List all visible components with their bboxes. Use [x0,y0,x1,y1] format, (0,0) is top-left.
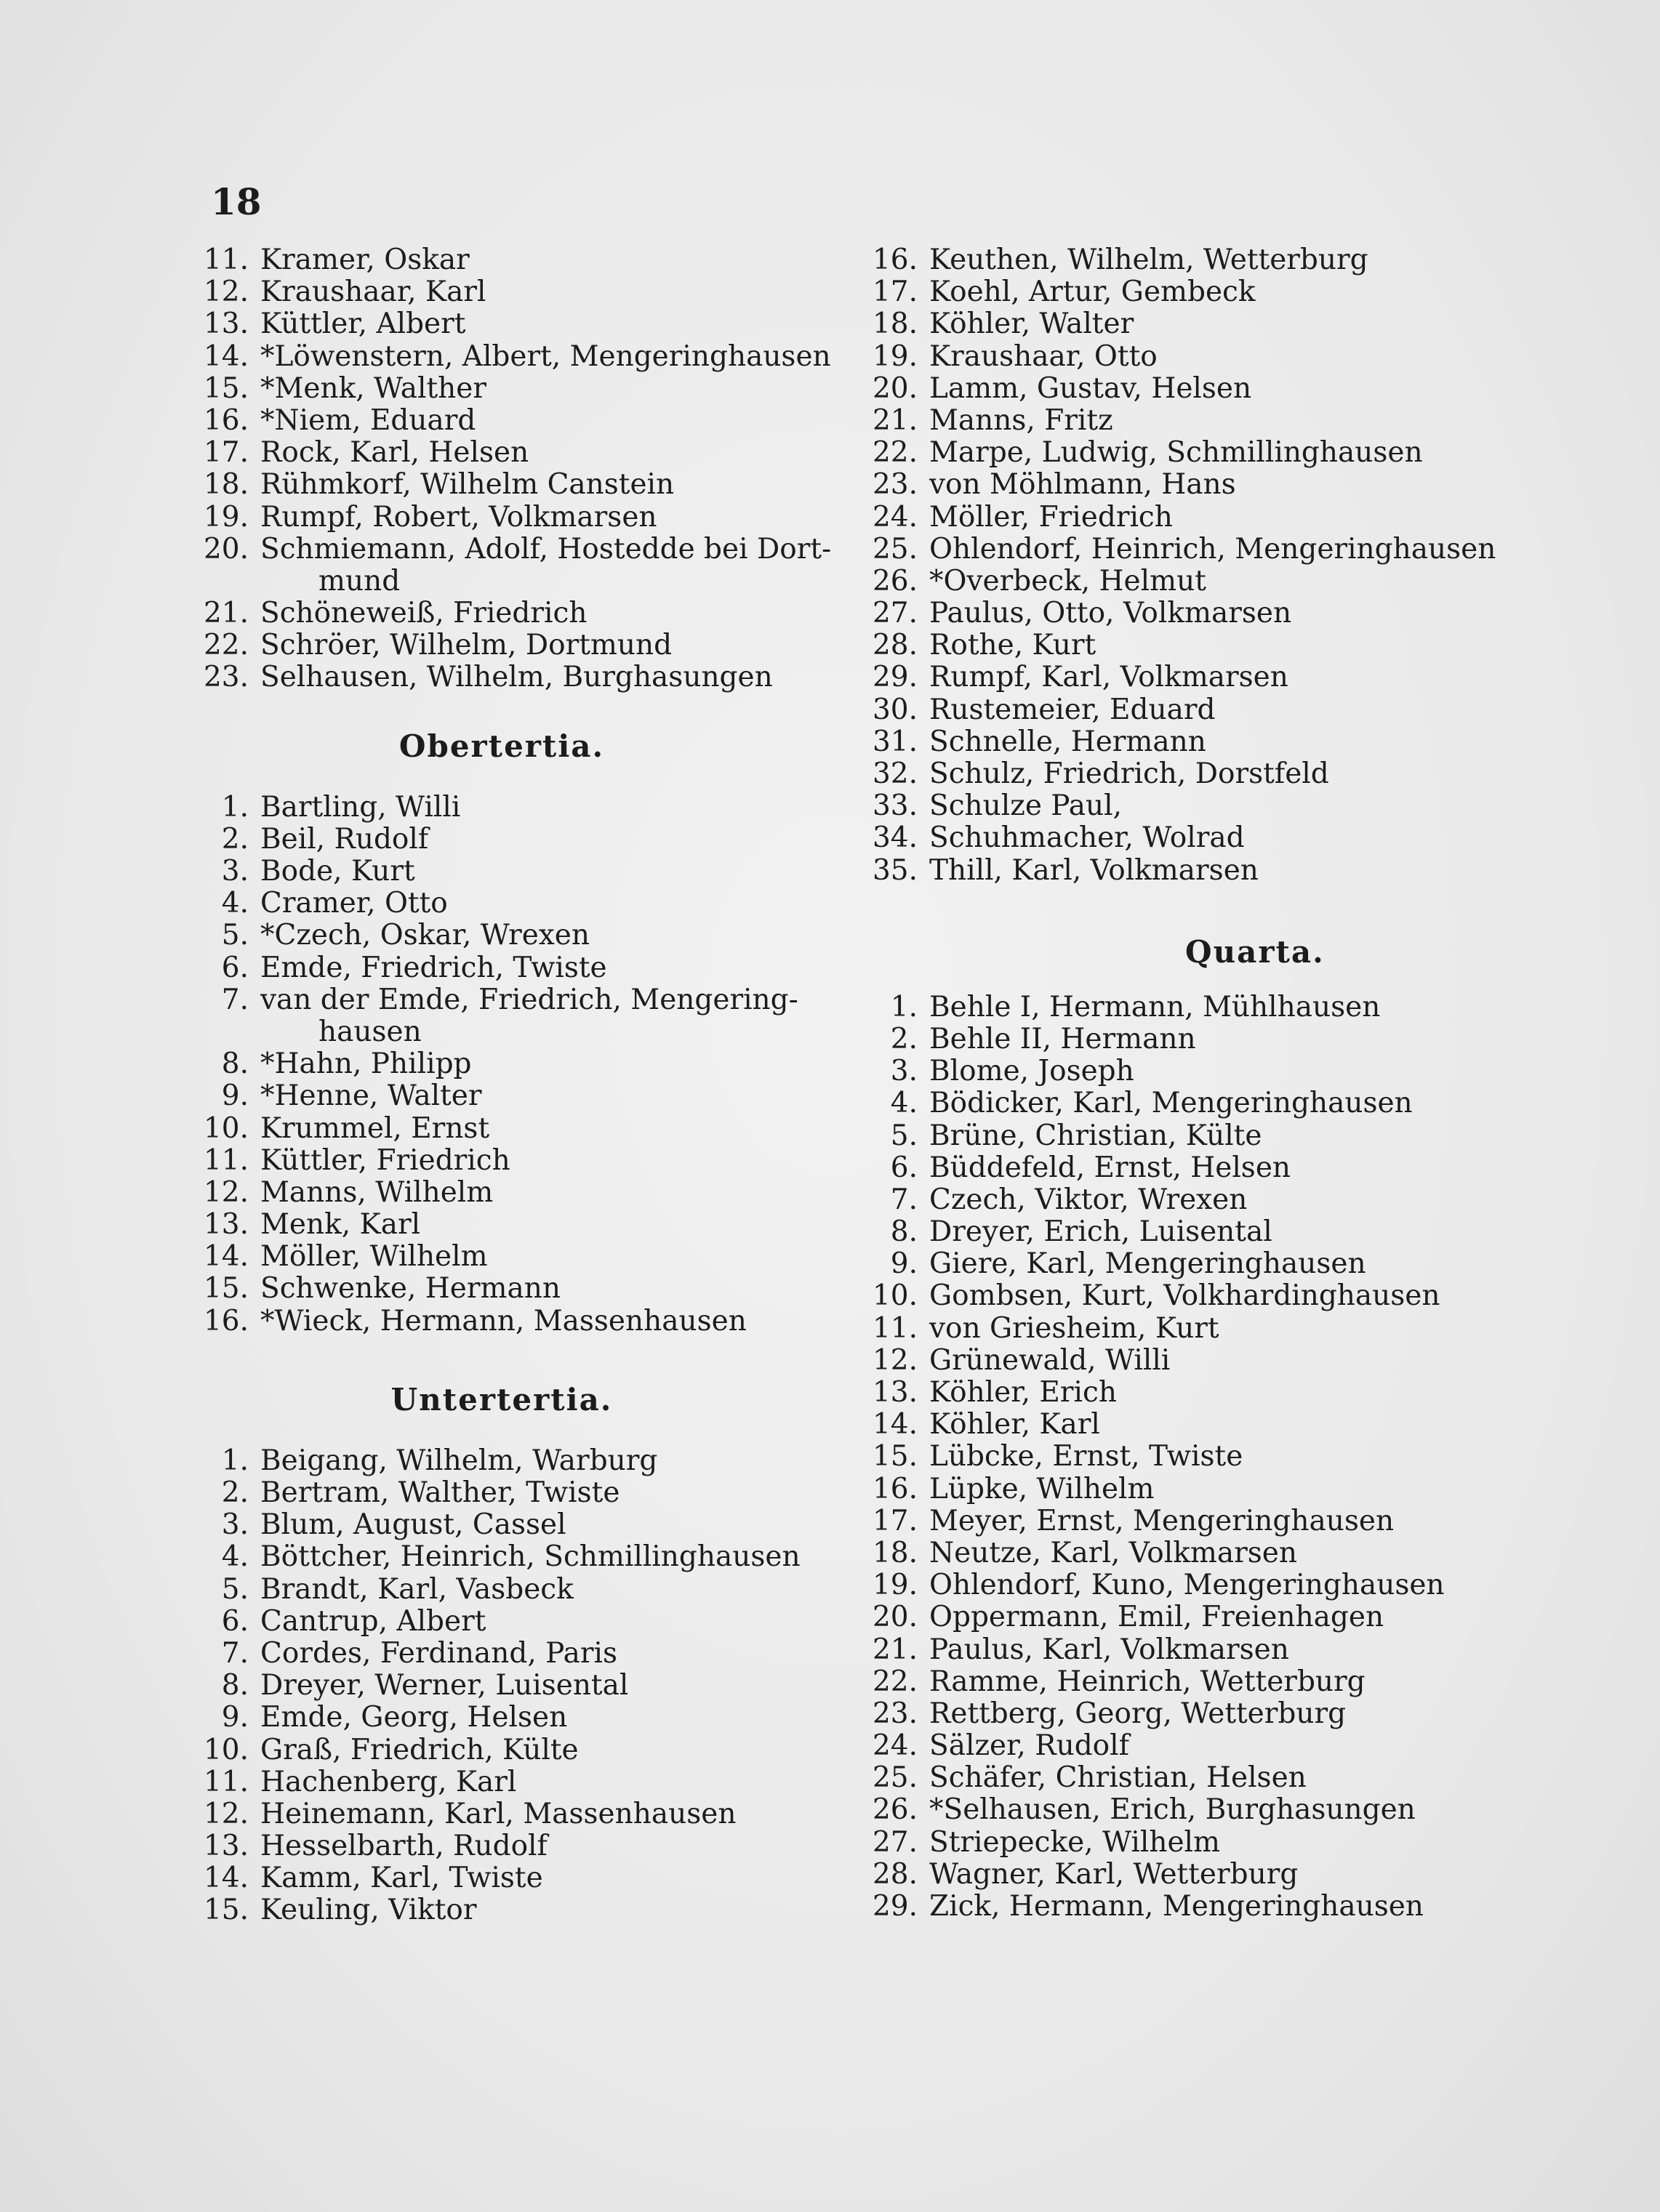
list-item: 7. Cordes, Ferdinand, Paris [221,1636,618,1670]
list-item: 7. Czech, Viktor, Wrexen [890,1183,1248,1216]
list-item: 34. Schuhmacher, Wolrad [872,821,1245,855]
student-list [851,992,1592,1923]
list-item: 2. Bertram, Walther, Twiste [221,1476,620,1510]
list-item: 22. Ramme, Heinrich, Wetterburg [872,1665,1366,1698]
list-item: 15. Schwenke, Hermann [203,1272,561,1306]
list-item: 4. Cramer, Otto [221,887,448,920]
list-item: 22. Marpe, Ludwig, Schmillinghausen [872,436,1423,470]
list-item: 27. Striepecke, Wilhelm [872,1825,1220,1859]
list-item: 15. Keuling, Viktor [203,1894,477,1927]
list-item: 25. Schäfer, Christian, Helsen [872,1761,1307,1795]
list-item: 22. Schröer, Wilhelm, Dortmund [203,629,673,662]
list-item: 24. Möller, Friedrich [872,500,1173,534]
list-item: 3. Bode, Kurt [221,855,415,888]
list-item: 9. Giere, Karl, Mengeringhausen [890,1247,1366,1281]
list-item: 31. Schnelle, Hermann [872,725,1206,758]
list-item: 4. Böttcher, Heinrich, Schmillinghausen [221,1540,801,1574]
list-item: 1. Beigang, Wilhelm, Warburg [221,1444,658,1477]
list-item: 9. *Henne, Walter [221,1079,482,1113]
list-item: 12. Kraushaar, Karl [203,276,486,309]
list-item: 1. Behle I, Hermann, Mühlhausen [890,990,1381,1023]
list-item: 11. von Griesheim, Kurt [872,1311,1219,1345]
list-item: 30. Rustemeier, Eduard [872,693,1216,726]
list-item: 23. Rettberg, Georg, Wetterburg [872,1697,1347,1730]
list-item: 28. Wagner, Karl, Wetterburg [872,1857,1299,1891]
list-item: 8. Dreyer, Werner, Luisental [221,1669,629,1702]
list-item: 28. Rothe, Kurt [872,629,1096,662]
list-item: 2. Beil, Rudolf [221,822,429,856]
list-item: 16. Keuthen, Wilhelm, Wetterburg [872,244,1368,276]
list-item: 23. Selhausen, Wilhelm, Burghasungen [203,661,773,694]
list-item: 17. Meyer, Ernst, Mengeringhausen [872,1504,1395,1537]
list-item: 26. *Overbeck, Helmut [872,564,1206,598]
list-item: 18. Rühmkorf, Wilhelm Canstein [203,468,675,502]
list-item: 29. Rumpf, Karl, Volkmarsen [872,661,1288,694]
list-item: 20. Schmiemann, Adolf, Hostedde bei Dort- mund [203,532,832,598]
list-item: 33. Schulze Paul, [872,789,1123,823]
list-item: 21. Schöneweiß, Friedrich [203,597,588,630]
list-item: 3. Blome, Joseph [890,1055,1134,1088]
list-item: 12. Grünewald, Willi [872,1343,1171,1377]
list-item: 14. *Löwenstern, Albert, Mengeringhausen [203,339,831,373]
list-item: 14. Köhler, Karl [872,1408,1100,1441]
list-item: 2. Behle II, Hermann [890,1022,1196,1055]
list-item: 21. Manns, Fritz [872,403,1113,437]
list-item: 5. Brandt, Karl, Vasbeck [221,1572,574,1606]
list-item: 6. Cantrup, Albert [221,1604,486,1638]
list-item: 13. Köhler, Erich [872,1376,1117,1409]
list-item: 14. Möller, Wilhelm [203,1240,488,1274]
list-item: 10. Krummel, Ernst [203,1111,490,1145]
list-item: 11. Kramer, Oskar [203,244,470,276]
list-item: 13. Hesselbarth, Rudolf [203,1830,548,1863]
list-item: 32. Schulz, Friedrich, Dorstfeld [872,757,1329,790]
list-item: 6. Büddefeld, Ernst, Helsen [890,1151,1291,1184]
list-item: 17. Rock, Karl, Helsen [203,436,529,470]
list-item: 10. Gombsen, Kurt, Volkhardinghausen [872,1279,1440,1313]
list-item: 3. Blum, August, Cassel [221,1508,566,1542]
list-item: 20. Oppermann, Emil, Freienhagen [872,1601,1384,1634]
list-item: 16. *Niem, Eduard [203,403,476,437]
list-item: 8. *Hahn, Philipp [221,1047,472,1081]
list-item: 19. Rumpf, Robert, Volkmarsen [203,500,657,534]
list-item: 1. Bartling, Willi [221,790,461,824]
section-heading-obertertia: Obertertia. [398,728,605,764]
list-item: 12. Heinemann, Karl, Massenhausen [203,1797,737,1830]
list-item: 14. Kamm, Karl, Twiste [203,1862,543,1895]
section-heading-untertertia: Untertertia. [390,1381,613,1417]
list-item: 27. Paulus, Otto, Volkmarsen [872,597,1292,630]
list-item: 18. Neutze, Karl, Volkmarsen [872,1536,1297,1569]
student-list [851,244,1592,887]
list-item: 9. Emde, Georg, Helsen [221,1701,568,1734]
list-item: 24. Sälzer, Rudolf [872,1729,1130,1763]
list-item: 29. Zick, Hermann, Mengeringhausen [872,1890,1424,1923]
list-item: 35. Thill, Karl, Volkmarsen [872,853,1259,887]
list-item: 8. Dreyer, Erich, Luisental [890,1215,1272,1249]
list-item: 11. Hachenberg, Karl [203,1765,517,1798]
list-item: 4. Bödicker, Karl, Mengeringhausen [890,1087,1413,1120]
right-column [851,244,1592,1923]
list-item: 12. Manns, Wilhelm [203,1175,494,1209]
list-item: 16. *Wieck, Hermann, Massenhausen [203,1304,747,1338]
list-item: 5. Brüne, Christian, Külte [890,1119,1262,1152]
list-item: 19. Ohlendorf, Kuno, Mengeringhausen [872,1569,1445,1602]
student-list [182,244,832,694]
list-item: 25. Ohlendorf, Heinrich, Mengeringhausen [872,532,1496,566]
student-list [182,1445,822,1927]
list-item: 17. Koehl, Artur, Gembeck [872,276,1256,309]
list-item: 13. Küttler, Albert [203,307,466,341]
list-item: 23. von Möhlmann, Hans [872,468,1236,502]
list-item: 6. Emde, Friedrich, Twiste [221,951,607,984]
left-column [182,244,832,1927]
list-item: 26. *Selhausen, Erich, Burghasungen [872,1793,1416,1827]
list-item: 21. Paulus, Karl, Volkmarsen [872,1633,1289,1666]
page-number: 18 [211,180,262,223]
list-item: 11. Küttler, Friedrich [203,1143,510,1177]
list-item: 15. Lübcke, Ernst, Twiste [872,1440,1243,1473]
list-item: 16. Lüpke, Wilhelm [872,1472,1155,1505]
list-item: 5. *Czech, Oskar, Wrexen [221,919,590,952]
list-item: 10. Graß, Friedrich, Külte [203,1733,579,1766]
list-item: 19. Kraushaar, Otto [872,339,1158,373]
list-item: 18. Köhler, Walter [872,307,1134,341]
list-item: 20. Lamm, Gustav, Helsen [872,371,1252,405]
student-list [182,792,822,1338]
list-item: 7. van der Emde, Friedrich, Mengering- hausen [221,983,798,1048]
list-item: 15. *Menk, Walther [203,371,486,405]
list-item: 13. Menk, Karl [203,1208,421,1242]
section-heading-quarta: Quarta. [1185,933,1325,970]
